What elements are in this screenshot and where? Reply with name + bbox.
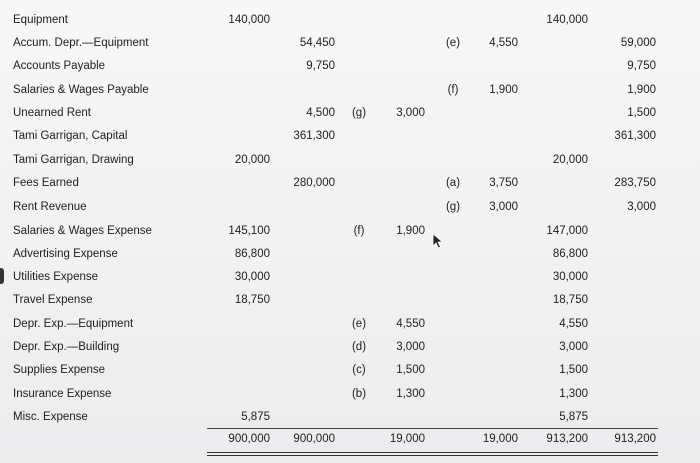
table-row: [0, 364, 700, 387]
account-name: Equipment: [13, 14, 68, 26]
totals-double-rule-2: [207, 455, 658, 456]
trial-balance-debit: 20,000: [234, 154, 270, 166]
adjusted-debit: 20,000: [552, 154, 588, 166]
adjusted-debit: 86,800: [552, 248, 588, 260]
adjusted-credit: 283,750: [614, 177, 656, 189]
adjusted-debit: 1,500: [559, 364, 588, 376]
adjustment-credit-ref: (e): [445, 37, 461, 49]
total-adjusted-debit: 913,200: [546, 433, 588, 445]
adjusted-debit: 147,000: [546, 225, 588, 237]
adjusted-debit: 4,550: [559, 318, 588, 330]
trial-balance-debit: 5,875: [241, 411, 270, 423]
account-name: Tami Garrigan, Drawing: [13, 154, 134, 166]
account-name: Rent Revenue: [13, 201, 87, 213]
adjusted-debit: 1,300: [559, 388, 588, 400]
table-row: [0, 225, 700, 248]
adjustment-credit: 1,900: [489, 84, 518, 96]
adjusted-credit: 3,000: [627, 201, 656, 213]
adjustment-debit-ref: (f): [353, 225, 365, 237]
adjustment-debit-ref: (e): [351, 318, 367, 330]
trial-balance-debit: 30,000: [234, 271, 270, 283]
adjusted-debit: 140,000: [546, 14, 588, 26]
adjustment-credit-ref: (a): [445, 177, 461, 189]
account-name: Accounts Payable: [13, 60, 106, 72]
account-name: Depr. Exp.—Equipment: [13, 318, 134, 330]
adjustment-credit-ref: (f): [447, 84, 459, 96]
total-trial-balance-debit: 900,000: [228, 433, 270, 445]
trial-balance-debit: 145,100: [228, 225, 270, 237]
adjusted-debit: 5,875: [559, 411, 588, 423]
trial-balance-credit: 9,750: [306, 60, 335, 72]
trial-balance-credit: 4,500: [306, 107, 335, 119]
adjustment-debit: 3,000: [396, 341, 425, 353]
total-adjusted-credit: 913,200: [614, 433, 656, 445]
account-name: Utilities Expense: [13, 271, 99, 283]
account-name: Salaries & Wages Expense: [13, 225, 152, 237]
adjusted-credit: 1,900: [627, 84, 656, 96]
table-row: [0, 248, 700, 271]
adjusted-debit: 30,000: [552, 271, 588, 283]
table-row: [0, 130, 700, 153]
adjustment-debit: 3,000: [396, 107, 425, 119]
account-name: Tami Garrigan, Capital: [13, 130, 128, 142]
account-name: Fees Earned: [13, 177, 79, 189]
account-name: Accum. Depr.—Equipment: [13, 37, 149, 49]
trial-balance-debit: 140,000: [228, 14, 270, 26]
totals-top-rule: [207, 428, 658, 429]
adjustment-credit-ref: (g): [445, 201, 461, 213]
account-name: Depr. Exp.—Building: [13, 341, 120, 353]
total-adjustments-credit: 19,000: [482, 433, 518, 445]
adjustment-debit-ref: (b): [351, 388, 367, 400]
table-row: [0, 341, 700, 364]
adjusted-credit: 9,750: [627, 60, 656, 72]
trial-balance-debit: 86,800: [234, 248, 270, 260]
total-trial-balance-credit: 900,000: [293, 433, 335, 445]
table-row: [0, 411, 700, 434]
totals-double-rule-1: [207, 452, 658, 453]
adjustment-credit: 3,750: [489, 177, 518, 189]
adjusted-debit: 18,750: [552, 294, 588, 306]
trial-balance-debit: 18,750: [234, 294, 270, 306]
table-row: [0, 318, 700, 341]
adjusted-credit: 361,300: [614, 130, 656, 142]
adjustment-debit: 1,900: [396, 225, 425, 237]
table-row: [0, 14, 700, 37]
account-name: Salaries & Wages Payable: [13, 84, 149, 96]
trial-balance-credit: 361,300: [293, 130, 335, 142]
account-name: Insurance Expense: [13, 388, 112, 400]
adjusted-credit: 1,500: [627, 107, 656, 119]
table-row: [0, 201, 700, 224]
adjustment-debit-ref: (g): [351, 107, 367, 119]
account-name: Travel Expense: [13, 294, 93, 306]
adjustment-debit: 4,550: [396, 318, 425, 330]
adjustment-debit: 1,300: [396, 388, 425, 400]
trial-balance-credit: 280,000: [293, 177, 335, 189]
table-row: [0, 154, 700, 177]
adjusted-debit: 3,000: [559, 341, 588, 353]
adjustment-credit: 4,550: [489, 37, 518, 49]
table-row: [0, 84, 700, 107]
account-name: Advertising Expense: [13, 248, 118, 260]
table-row: [0, 107, 700, 130]
adjusted-credit: 59,000: [620, 37, 656, 49]
adjustment-credit: 3,000: [489, 201, 518, 213]
account-name: Supplies Expense: [13, 364, 106, 376]
table-row: [0, 177, 700, 200]
table-row: [0, 294, 700, 317]
account-name: Unearned Rent: [13, 107, 91, 119]
table-row: [0, 37, 700, 60]
table-row: [0, 60, 700, 83]
trial-balance-credit: 54,450: [299, 37, 335, 49]
adjustment-debit: 1,500: [396, 364, 425, 376]
table-row: [0, 271, 700, 294]
total-adjustments-debit: 19,000: [389, 433, 425, 445]
mouse-pointer-icon: [432, 233, 444, 249]
account-name: Misc. Expense: [13, 411, 88, 423]
adjustment-debit-ref: (c): [352, 364, 366, 376]
table-row: [0, 388, 700, 411]
adjustment-debit-ref: (d): [351, 341, 367, 353]
